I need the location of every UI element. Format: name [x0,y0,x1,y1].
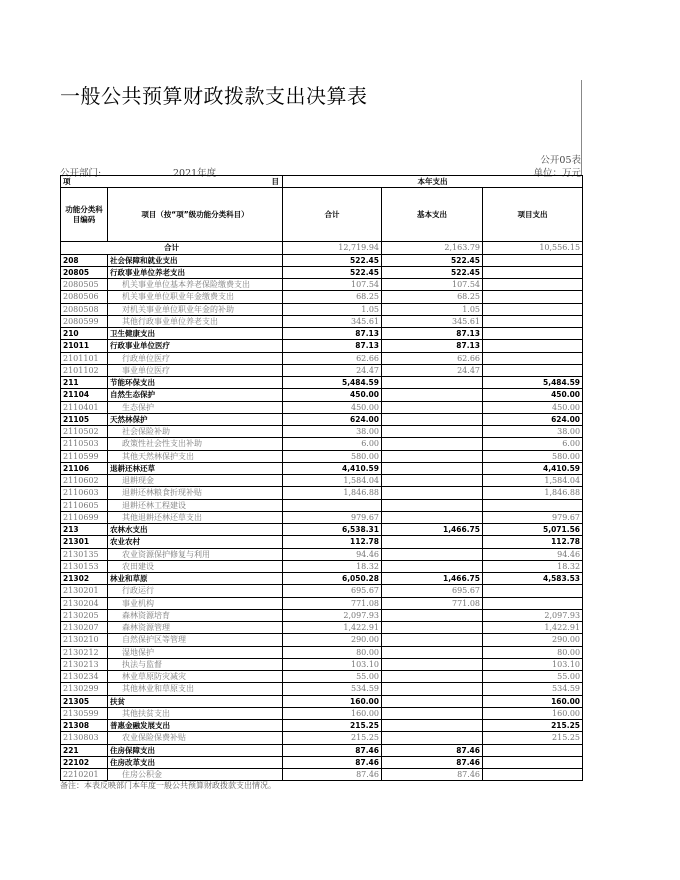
page-edge-line [581,80,582,176]
project-cell: 112.78 [483,536,583,548]
total-cell [283,499,382,511]
total-cell: 38.00 [283,426,382,438]
name-cell: 退耕还林工程建设 [108,499,283,511]
table-row [61,511,583,523]
total-cell: 94.46 [283,548,382,560]
basic-cell [382,548,483,560]
name-cell: 卫生健康支出 [108,328,283,340]
basic-cell [382,609,483,621]
code-cell: 2101102 [61,364,108,376]
project-cell: 624.00 [483,413,583,425]
name-cell: 森林资源培育 [108,609,283,621]
code-cell: 2080505 [61,279,108,291]
total-cell: 771.08 [283,597,382,609]
table-row [61,279,583,291]
code-cell: 22102 [61,756,108,768]
total-cell: 979.67 [283,511,382,523]
page-title: 一般公共预算财政拨款支出决算表 [60,84,368,108]
basic-cell: 87.46 [382,769,483,781]
code-cell: 21104 [61,389,108,401]
project-cell: 534.59 [483,683,583,695]
total-cell: 103.10 [283,658,382,670]
code-cell: 21105 [61,413,108,425]
code-cell: 2110603 [61,487,108,499]
total-cell: 6.00 [283,438,382,450]
total-cell: 107.54 [283,279,382,291]
total-cell: 215.25 [283,732,382,744]
total-cell: 160.00 [283,707,382,719]
total-cell: 2,097.93 [283,609,382,621]
name-cell: 行政事业单位医疗 [108,340,283,352]
code-cell: 2080506 [61,291,108,303]
project-cell: 4,583.53 [483,573,583,585]
project-cell: 215.25 [483,720,583,732]
code-cell: 2110699 [61,511,108,523]
project-cell [483,744,583,756]
table-row [61,340,583,352]
table-row [61,499,583,511]
code-cell: 2130299 [61,683,108,695]
basic-cell [382,695,483,707]
basic-cell: 345.61 [382,315,483,327]
project-cell: 215.25 [483,732,583,744]
code-cell: 2130599 [61,707,108,719]
name-cell: 对机关事业单位职业年金的补助 [108,303,283,315]
total-cell: 522.45 [283,266,382,278]
table-row [61,377,583,389]
table-row [61,732,583,744]
name-cell: 林业草原防灾减灾 [108,671,283,683]
name-cell: 其他天然林保护支出 [108,450,283,462]
table-row [61,328,583,340]
name-cell: 行政单位医疗 [108,352,283,364]
project-cell: 450.00 [483,389,583,401]
table-row [61,291,583,303]
project-cell: 160.00 [483,695,583,707]
basic-cell: 62.66 [382,352,483,364]
total-cell: 450.00 [283,401,382,413]
total-cell: 68.25 [283,291,382,303]
table-row [61,609,583,621]
basic-cell [382,475,483,487]
name-cell: 事业单位医疗 [108,364,283,376]
code-cell: 2130135 [61,548,108,560]
item-header [61,176,283,188]
code-cell: 211 [61,377,108,389]
basic-cell [382,511,483,523]
code-cell: 2130153 [61,560,108,572]
total-cell: 160.00 [283,695,382,707]
grand-total-basic: 2,163.79 [382,242,483,254]
expenditure-table [60,175,583,781]
basic-cell [382,377,483,389]
project-cell [483,279,583,291]
table-row [61,364,583,376]
project-cell [483,597,583,609]
table-row [61,707,583,719]
name-cell: 行政运行 [108,585,283,597]
total-cell: 6,050.28 [283,573,382,585]
name-cell: 住房改革支出 [108,756,283,768]
basic-cell [382,426,483,438]
basic-cell [382,658,483,670]
name-cell: 节能环保支出 [108,377,283,389]
name-cell: 其他行政事业单位养老支出 [108,315,283,327]
project-cell: 38.00 [483,426,583,438]
total-cell: 695.67 [283,585,382,597]
name-cell: 生态保护 [108,401,283,413]
total-cell: 80.00 [283,646,382,658]
table-row [61,426,583,438]
total-cell: 87.13 [283,340,382,352]
name-cell: 天然林保护 [108,413,283,425]
code-cell: 2130234 [61,671,108,683]
name-cell: 政策性社会性支出补助 [108,438,283,450]
name-cell: 农业农村 [108,536,283,548]
basic-cell [382,536,483,548]
current-year-header: 本年支出 [283,176,583,188]
code-cell: 2130210 [61,634,108,646]
project-cell: 290.00 [483,634,583,646]
name-cell: 退耕还林粮食折现补贴 [108,487,283,499]
basic-cell [382,438,483,450]
name-cell: 其他扶贫支出 [108,707,283,719]
basic-cell: 1,466.75 [382,524,483,536]
name-cell: 自然保护区等管理 [108,634,283,646]
table-row [61,658,583,670]
grand-total-amount: 12,719.94 [283,242,382,254]
name-cell: 普惠金融发展支出 [108,720,283,732]
total-cell: 6,538.31 [283,524,382,536]
project-cell: 2,097.93 [483,609,583,621]
table-row [61,254,583,266]
project-cell: 4,410.59 [483,462,583,474]
basic-cell: 695.67 [382,585,483,597]
table-row [61,683,583,695]
total-cell: 87.13 [283,328,382,340]
basic-cell [382,707,483,719]
table-row [61,413,583,425]
total-cell: 1,846.88 [283,487,382,499]
name-cell: 农业资源保护修复与利用 [108,548,283,560]
code-cell: 210 [61,328,108,340]
project-cell: 580.00 [483,450,583,462]
code-cell: 2130213 [61,658,108,670]
code-cell: 221 [61,744,108,756]
project-cell [483,585,583,597]
basic-cell [382,389,483,401]
code-cell: 2130207 [61,622,108,634]
table-row [61,438,583,450]
project-cell: 1,846.88 [483,487,583,499]
basic-cell: 87.46 [382,744,483,756]
code-cell: 21011 [61,340,108,352]
table-row [61,266,583,278]
project-cell: 5,484.59 [483,377,583,389]
code-cell: 21106 [61,462,108,474]
code-cell: 21305 [61,695,108,707]
basic-cell [382,499,483,511]
basic-cell [382,450,483,462]
total-cell: 87.46 [283,769,382,781]
table-row [61,352,583,364]
name-cell: 农田建设 [108,560,283,572]
project-cell: 55.00 [483,671,583,683]
code-cell: 2080508 [61,303,108,315]
project-cell: 80.00 [483,646,583,658]
table-row [61,524,583,536]
table-row [61,475,583,487]
project-cell [483,352,583,364]
total-cell: 345.61 [283,315,382,327]
table-row [61,462,583,474]
code-cell: 2210201 [61,769,108,781]
grand-total-label: 合计 [61,242,283,254]
code-cell: 2110602 [61,475,108,487]
table-row [61,597,583,609]
total-cell: 5,484.59 [283,377,382,389]
total-header: 合计 [283,188,382,242]
project-cell [483,266,583,278]
basic-cell: 24.47 [382,364,483,376]
project-cell [483,254,583,266]
name-cell: 机关事业单位职业年金缴费支出 [108,291,283,303]
project-cell: 6.00 [483,438,583,450]
code-cell: 2130204 [61,597,108,609]
name-cell: 自然生态保护 [108,389,283,401]
total-cell: 87.46 [283,756,382,768]
code-cell: 2101101 [61,352,108,364]
basic-cell [382,401,483,413]
code-cell: 2130212 [61,646,108,658]
table-row [61,769,583,781]
basic-cell: 522.45 [382,254,483,266]
table-row [61,756,583,768]
basic-cell [382,634,483,646]
project-cell: 5,071.56 [483,524,583,536]
table-row [61,536,583,548]
basic-cell [382,413,483,425]
basic-cell [382,671,483,683]
total-cell: 62.66 [283,352,382,364]
fiscal-year: 2021年度 [173,168,217,179]
total-cell: 4,410.59 [283,462,382,474]
basic-cell: 87.13 [382,340,483,352]
project-cell [483,303,583,315]
basic-cell [382,732,483,744]
table-row [61,744,583,756]
total-cell: 1,422.91 [283,622,382,634]
footnote: 备注：本表反映部门本年度一般公共预算财政拨款支出情况。 [60,781,276,790]
name-cell: 机关事业单位基本养老保险缴费支出 [108,279,283,291]
name-cell: 住房保障支出 [108,744,283,756]
project-cell: 18.32 [483,560,583,572]
name-cell: 退耕现金 [108,475,283,487]
code-cell: 2110605 [61,499,108,511]
basic-cell: 1.05 [382,303,483,315]
total-cell: 624.00 [283,413,382,425]
header-mu: 目 [271,177,279,187]
item-name-header: 项目（按“项”级功能分类科目） [108,188,283,242]
total-cell: 18.32 [283,560,382,572]
total-cell: 534.59 [283,683,382,695]
basic-cell: 771.08 [382,597,483,609]
project-cell [483,291,583,303]
total-cell: 215.25 [283,720,382,732]
name-cell: 行政事业单位养老支出 [108,266,283,278]
table-row [61,450,583,462]
code-cell: 21301 [61,536,108,548]
table-row [61,622,583,634]
total-cell: 24.47 [283,364,382,376]
project-cell [483,769,583,781]
basic-cell [382,462,483,474]
code-cell: 20805 [61,266,108,278]
project-cell [483,340,583,352]
header-xiang: 项 [63,177,71,187]
code-cell: 2110503 [61,438,108,450]
table-row [61,487,583,499]
basic-cell [382,683,483,695]
basic-header: 基本支出 [382,188,483,242]
name-cell: 林业和草原 [108,573,283,585]
table-row [61,695,583,707]
name-cell: 扶贫 [108,695,283,707]
code-cell: 213 [61,524,108,536]
name-cell: 森林资源管理 [108,622,283,634]
table-row [61,585,583,597]
table-row [61,560,583,572]
table-row [61,389,583,401]
project-cell: 94.46 [483,548,583,560]
name-cell: 其他退耕还林还草支出 [108,511,283,523]
basic-cell [382,560,483,572]
table-row [61,401,583,413]
project-cell: 1,584.04 [483,475,583,487]
project-cell: 450.00 [483,401,583,413]
code-header: 功能分类科目编码 [61,188,108,242]
total-cell: 112.78 [283,536,382,548]
total-cell: 450.00 [283,389,382,401]
basic-cell: 87.13 [382,328,483,340]
basic-cell [382,720,483,732]
project-cell [483,315,583,327]
total-cell: 55.00 [283,671,382,683]
basic-cell: 522.45 [382,266,483,278]
name-cell: 其他林业和草原支出 [108,683,283,695]
basic-cell: 87.46 [382,756,483,768]
code-cell: 2110502 [61,426,108,438]
basic-cell [382,622,483,634]
code-cell: 21308 [61,720,108,732]
name-cell: 农业保险保费补贴 [108,732,283,744]
basic-cell [382,487,483,499]
basic-cell [382,646,483,658]
department-label: 公开部门: [60,168,102,179]
code-cell: 208 [61,254,108,266]
header-row-2 [61,188,583,242]
total-cell: 580.00 [283,450,382,462]
project-cell [483,499,583,511]
code-cell: 21302 [61,573,108,585]
name-cell: 社会保险补助 [108,426,283,438]
name-cell: 湿地保护 [108,646,283,658]
project-cell: 1,422.91 [483,622,583,634]
table-row [61,303,583,315]
project-cell [483,756,583,768]
code-cell: 2130205 [61,609,108,621]
basic-cell: 68.25 [382,291,483,303]
basic-cell: 1,466.75 [382,573,483,585]
code-cell: 2080599 [61,315,108,327]
total-cell: 1.05 [283,303,382,315]
total-cell: 290.00 [283,634,382,646]
code-cell: 2110599 [61,450,108,462]
name-cell: 退耕还林还草 [108,462,283,474]
form-number: 公开05表 [540,155,581,166]
table-row [61,671,583,683]
project-cell: 160.00 [483,707,583,719]
project-cell: 979.67 [483,511,583,523]
code-cell: 2130201 [61,585,108,597]
table-row [61,573,583,585]
total-cell: 1,584.04 [283,475,382,487]
project-cell [483,364,583,376]
table-row [61,720,583,732]
table-row [61,634,583,646]
grand-total-row [61,242,583,254]
name-cell: 执法与监督 [108,658,283,670]
table-row [61,315,583,327]
basic-cell: 107.54 [382,279,483,291]
code-cell: 2110401 [61,401,108,413]
total-cell: 87.46 [283,744,382,756]
name-cell: 住房公积金 [108,769,283,781]
total-cell: 522.45 [283,254,382,266]
unit-label: 单位：万元 [533,168,581,179]
name-cell: 事业机构 [108,597,283,609]
code-cell: 2130803 [61,732,108,744]
project-cell: 103.10 [483,658,583,670]
name-cell: 社会保障和就业支出 [108,254,283,266]
header-row-1 [61,176,583,188]
grand-total-project: 10,556.15 [483,242,583,254]
name-cell: 农林水支出 [108,524,283,536]
table-row [61,548,583,560]
project-cell [483,328,583,340]
project-header: 项目支出 [483,188,583,242]
table-row [61,646,583,658]
